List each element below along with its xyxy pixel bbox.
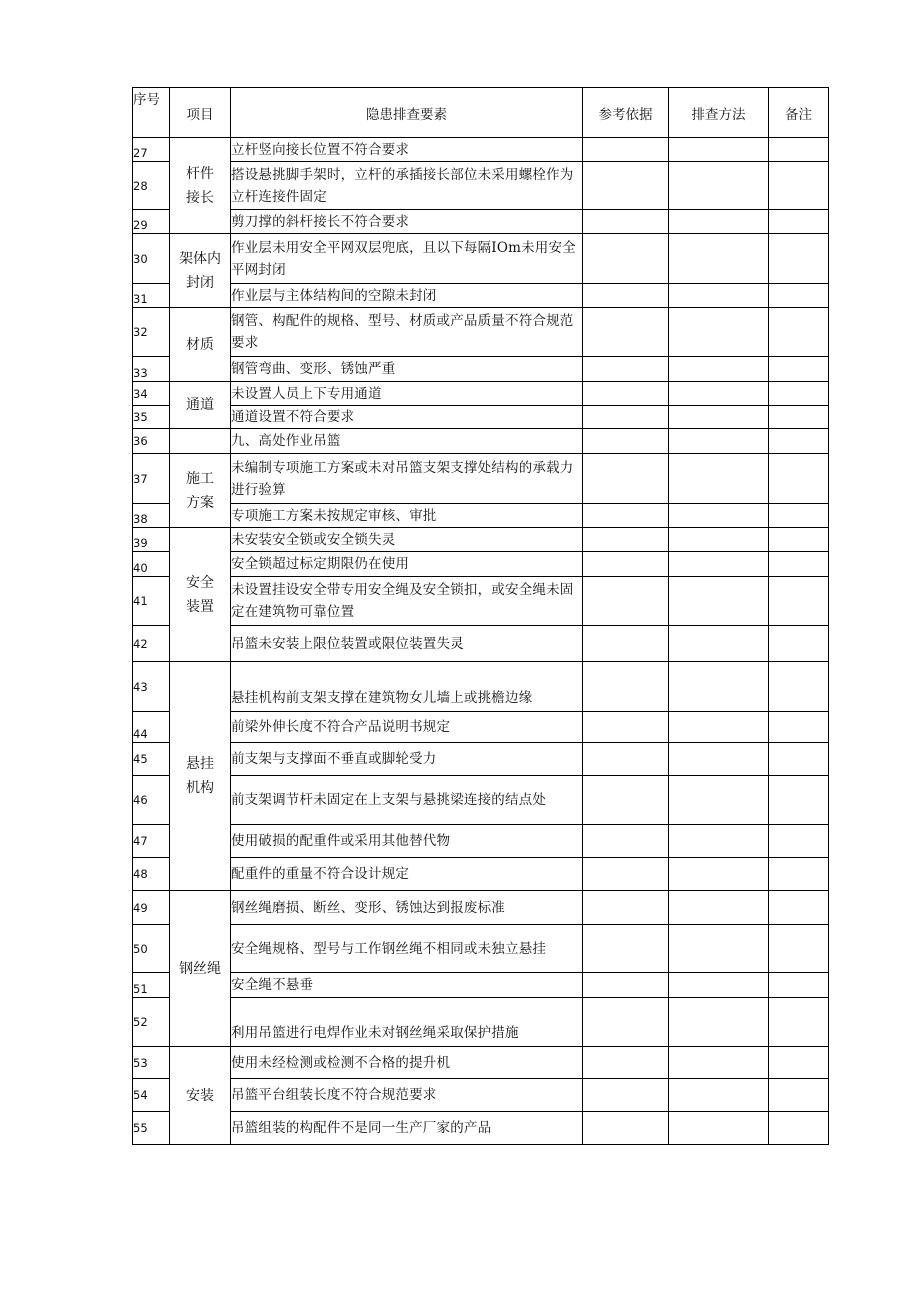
basis-cell bbox=[583, 308, 669, 357]
row-no: 37 bbox=[133, 454, 170, 504]
row-no: 35 bbox=[133, 406, 170, 429]
remark-cell bbox=[769, 138, 829, 162]
category-cell bbox=[170, 528, 231, 662]
row-no: 49 bbox=[133, 891, 170, 925]
method-cell bbox=[669, 454, 769, 504]
row-no: 45 bbox=[133, 743, 170, 776]
method-cell bbox=[669, 162, 769, 210]
method-cell bbox=[669, 284, 769, 308]
row-element: 使用破损的配重件或采用其他替代物 bbox=[231, 825, 583, 858]
category-cell bbox=[170, 138, 231, 234]
row-element: 作业层与主体结构间的空隙未封闭 bbox=[231, 284, 583, 308]
basis-cell bbox=[583, 162, 669, 210]
method-cell bbox=[669, 973, 769, 998]
row-no: 32 bbox=[133, 308, 170, 357]
remark-cell bbox=[769, 577, 829, 626]
method-cell bbox=[669, 1112, 769, 1145]
method-cell bbox=[669, 776, 769, 825]
method-cell bbox=[669, 138, 769, 162]
table-row bbox=[133, 662, 829, 712]
method-cell bbox=[669, 743, 769, 776]
row-element: 前支架调节杆未固定在上支架与悬挑梁连接的结点处 bbox=[231, 776, 583, 825]
row-element: 吊篮未安装上限位装置或限位装置失灵 bbox=[231, 626, 583, 662]
table-row bbox=[133, 973, 829, 998]
table-row bbox=[133, 577, 829, 626]
row-element: 前支架与支撑面不垂直或脚轮受力 bbox=[231, 743, 583, 776]
remark-cell bbox=[769, 1047, 829, 1079]
row-element: 安全绳规格、型号与工作钢丝绳不相同或未独立悬挂 bbox=[231, 925, 583, 973]
category-label: 施工方案 bbox=[186, 470, 214, 511]
method-cell bbox=[669, 577, 769, 626]
row-no: 47 bbox=[133, 825, 170, 858]
row-element: 钢管弯曲、变形、锈蚀严重 bbox=[231, 357, 583, 382]
row-element: 配重件的重量不符合设计规定 bbox=[231, 858, 583, 891]
row-element: 安全锁超过标定期限仍在使用 bbox=[231, 552, 583, 577]
basis-cell bbox=[583, 626, 669, 662]
remark-cell bbox=[769, 891, 829, 925]
category-cell bbox=[170, 382, 231, 429]
category-label: 通道 bbox=[186, 397, 214, 413]
category-label: 安装 bbox=[186, 1087, 214, 1104]
category-label: 架体内封闭 bbox=[179, 250, 221, 291]
row-no: 51 bbox=[133, 973, 170, 998]
row-element: 未设置挂设安全带专用安全绳及安全锁扣，或安全绳未固定在建筑物可靠位置 bbox=[231, 577, 583, 626]
basis-cell bbox=[583, 429, 669, 454]
table-row bbox=[133, 504, 829, 528]
method-cell bbox=[669, 429, 769, 454]
method-cell bbox=[669, 357, 769, 382]
row-element: 利用吊篮进行电焊作业未对钢丝绳采取保护措施 bbox=[231, 998, 583, 1047]
category-cell bbox=[170, 454, 231, 528]
basis-cell bbox=[583, 454, 669, 504]
remark-cell bbox=[769, 1112, 829, 1145]
basis-cell bbox=[583, 825, 669, 858]
row-element: 未设置人员上下专用通道 bbox=[231, 382, 583, 406]
table-row bbox=[133, 454, 829, 504]
basis-cell bbox=[583, 234, 669, 284]
table-row bbox=[133, 1047, 829, 1079]
category-label: 杆件接长 bbox=[186, 165, 214, 206]
basis-cell bbox=[583, 284, 669, 308]
remark-cell bbox=[769, 662, 829, 712]
basis-cell bbox=[583, 662, 669, 712]
row-no: 40 bbox=[133, 552, 170, 577]
method-cell bbox=[669, 712, 769, 743]
table-row bbox=[133, 825, 829, 858]
remark-cell bbox=[769, 528, 829, 552]
table-row bbox=[133, 406, 829, 429]
row-no: 43 bbox=[133, 662, 170, 712]
row-no: 34 bbox=[133, 382, 170, 406]
method-cell bbox=[669, 1079, 769, 1112]
category-label: 材质 bbox=[186, 336, 214, 353]
remark-cell bbox=[769, 712, 829, 743]
row-element: 专项施工方案未按规定审核、审批 bbox=[231, 504, 583, 528]
basis-cell bbox=[583, 1047, 669, 1079]
row-no: 36 bbox=[133, 429, 170, 454]
table-row bbox=[133, 858, 829, 891]
remark-cell bbox=[769, 429, 829, 454]
basis-cell bbox=[583, 528, 669, 552]
table-row bbox=[133, 712, 829, 743]
row-no: 44 bbox=[133, 712, 170, 743]
remark-cell bbox=[769, 925, 829, 973]
remark-cell bbox=[769, 858, 829, 891]
row-element: 安全绳不悬垂 bbox=[231, 973, 583, 998]
row-no: 52 bbox=[133, 998, 170, 1047]
method-cell bbox=[669, 825, 769, 858]
table-row bbox=[133, 284, 829, 308]
basis-cell bbox=[583, 776, 669, 825]
method-cell bbox=[669, 998, 769, 1047]
basis-cell bbox=[583, 973, 669, 998]
row-no: 29 bbox=[133, 210, 170, 234]
table-row bbox=[133, 998, 829, 1047]
row-element: 前梁外伸长度不符合产品说明书规定 bbox=[231, 712, 583, 743]
row-element: 通道设置不符合要求 bbox=[231, 406, 583, 429]
remark-cell bbox=[769, 162, 829, 210]
row-no: 27 bbox=[133, 138, 170, 162]
basis-cell bbox=[583, 406, 669, 429]
row-element: 搭设悬挑脚手架时，立杆的承插接长部位未采用螺栓作为立杆连接件固定 bbox=[231, 162, 583, 210]
row-no: 41 bbox=[133, 577, 170, 626]
remark-cell bbox=[769, 973, 829, 998]
method-cell bbox=[669, 891, 769, 925]
table-row bbox=[133, 234, 829, 284]
row-element: 未安装安全锁或安全锁失灵 bbox=[231, 528, 583, 552]
row-element: 剪刀撑的斜杆接长不符合要求 bbox=[231, 210, 583, 234]
row-no: 28 bbox=[133, 162, 170, 210]
table-row bbox=[133, 357, 829, 382]
basis-cell bbox=[583, 858, 669, 891]
header-method: 排查方法 bbox=[669, 88, 769, 138]
basis-cell bbox=[583, 925, 669, 973]
category-cell bbox=[170, 1047, 231, 1145]
basis-cell bbox=[583, 712, 669, 743]
row-no: 54 bbox=[133, 1079, 170, 1112]
method-cell bbox=[669, 662, 769, 712]
table-row bbox=[133, 429, 829, 454]
basis-cell bbox=[583, 577, 669, 626]
method-cell bbox=[669, 552, 769, 577]
basis-cell bbox=[583, 1079, 669, 1112]
basis-cell bbox=[583, 1112, 669, 1145]
table-row bbox=[133, 925, 829, 973]
row-no: 38 bbox=[133, 504, 170, 528]
remark-cell bbox=[769, 504, 829, 528]
method-cell bbox=[669, 626, 769, 662]
basis-cell bbox=[583, 743, 669, 776]
row-element: 悬挂机构前支架支撑在建筑物女儿墙上或挑檐边缘 bbox=[231, 662, 583, 712]
header-category: 项目 bbox=[170, 88, 231, 138]
row-no: 42 bbox=[133, 626, 170, 662]
table-row bbox=[133, 308, 829, 357]
basis-cell bbox=[583, 138, 669, 162]
table-row bbox=[133, 891, 829, 925]
remark-cell bbox=[769, 406, 829, 429]
remark-cell bbox=[769, 998, 829, 1047]
method-cell bbox=[669, 504, 769, 528]
category-cell bbox=[170, 891, 231, 1047]
category-label: 悬挂机构 bbox=[186, 756, 214, 796]
row-no: 50 bbox=[133, 925, 170, 973]
basis-cell bbox=[583, 382, 669, 406]
method-cell bbox=[669, 528, 769, 552]
row-no: 55 bbox=[133, 1112, 170, 1145]
method-cell bbox=[669, 1047, 769, 1079]
hazard-checklist-table bbox=[132, 87, 829, 1145]
table-row bbox=[133, 210, 829, 234]
remark-cell bbox=[769, 382, 829, 406]
header-basis: 参考依据 bbox=[583, 88, 669, 138]
method-cell bbox=[669, 210, 769, 234]
header-element: 隐患排查要素 bbox=[231, 88, 583, 138]
row-no: 33 bbox=[133, 357, 170, 382]
header-remark: 备注 bbox=[769, 88, 829, 138]
row-no: 39 bbox=[133, 528, 170, 552]
row-element: 立杆竖向接长位置不符合要求 bbox=[231, 138, 583, 162]
table-row bbox=[133, 138, 829, 162]
table-row bbox=[133, 162, 829, 210]
table-row bbox=[133, 626, 829, 662]
row-no: 31 bbox=[133, 284, 170, 308]
method-cell bbox=[669, 925, 769, 973]
remark-cell bbox=[769, 284, 829, 308]
remark-cell bbox=[769, 743, 829, 776]
remark-cell bbox=[769, 357, 829, 382]
row-element: 吊篮组装的构配件不是同一生产厂家的产品 bbox=[231, 1112, 583, 1145]
header-no: 序号 bbox=[133, 88, 170, 138]
table-row bbox=[133, 776, 829, 825]
row-element: 吊篮平台组装长度不符合规范要求 bbox=[231, 1079, 583, 1112]
row-no: 53 bbox=[133, 1047, 170, 1079]
row-no: 48 bbox=[133, 858, 170, 891]
category-cell bbox=[170, 234, 231, 308]
method-cell bbox=[669, 858, 769, 891]
remark-cell bbox=[769, 454, 829, 504]
method-cell bbox=[669, 406, 769, 429]
basis-cell bbox=[583, 357, 669, 382]
category-label: 钢丝绳 bbox=[179, 960, 221, 977]
remark-cell bbox=[769, 552, 829, 577]
basis-cell bbox=[583, 998, 669, 1047]
method-cell bbox=[669, 382, 769, 406]
remark-cell bbox=[769, 825, 829, 858]
basis-cell bbox=[583, 504, 669, 528]
table-row bbox=[133, 1112, 829, 1145]
remark-cell bbox=[769, 776, 829, 825]
row-element: 钢管、构配件的规格、型号、材质或产品质量不符合规范要求 bbox=[231, 308, 583, 357]
method-cell bbox=[669, 234, 769, 284]
category-cell bbox=[170, 662, 231, 891]
row-no: 46 bbox=[133, 776, 170, 825]
table-row bbox=[133, 528, 829, 552]
method-cell bbox=[669, 308, 769, 357]
row-element: 钢丝绳磨损、断丝、变形、锈蚀达到报废标准 bbox=[231, 891, 583, 925]
row-element: 使用未经检测或检测不合格的提升机 bbox=[231, 1047, 583, 1079]
category-cell bbox=[170, 429, 231, 454]
basis-cell bbox=[583, 891, 669, 925]
row-no: 30 bbox=[133, 234, 170, 284]
remark-cell bbox=[769, 210, 829, 234]
row-element: 作业层未用安全平网双层兜底，且以下每隔IOm未用安全平网封闭 bbox=[231, 234, 583, 284]
remark-cell bbox=[769, 234, 829, 284]
table-row bbox=[133, 382, 829, 406]
table-row bbox=[133, 1079, 829, 1112]
remark-cell bbox=[769, 626, 829, 662]
section-heading: 九、高处作业吊篮 bbox=[231, 429, 583, 454]
basis-cell bbox=[583, 210, 669, 234]
category-cell bbox=[170, 308, 231, 382]
table-row bbox=[133, 552, 829, 577]
table-row bbox=[133, 743, 829, 776]
row-element: 未编制专项施工方案或未对吊篮支架支撑处结构的承载力进行验算 bbox=[231, 454, 583, 504]
basis-cell bbox=[583, 552, 669, 577]
category-label: 安全装置 bbox=[186, 574, 214, 615]
remark-cell bbox=[769, 308, 829, 357]
remark-cell bbox=[769, 1079, 829, 1112]
header-row bbox=[133, 88, 829, 138]
